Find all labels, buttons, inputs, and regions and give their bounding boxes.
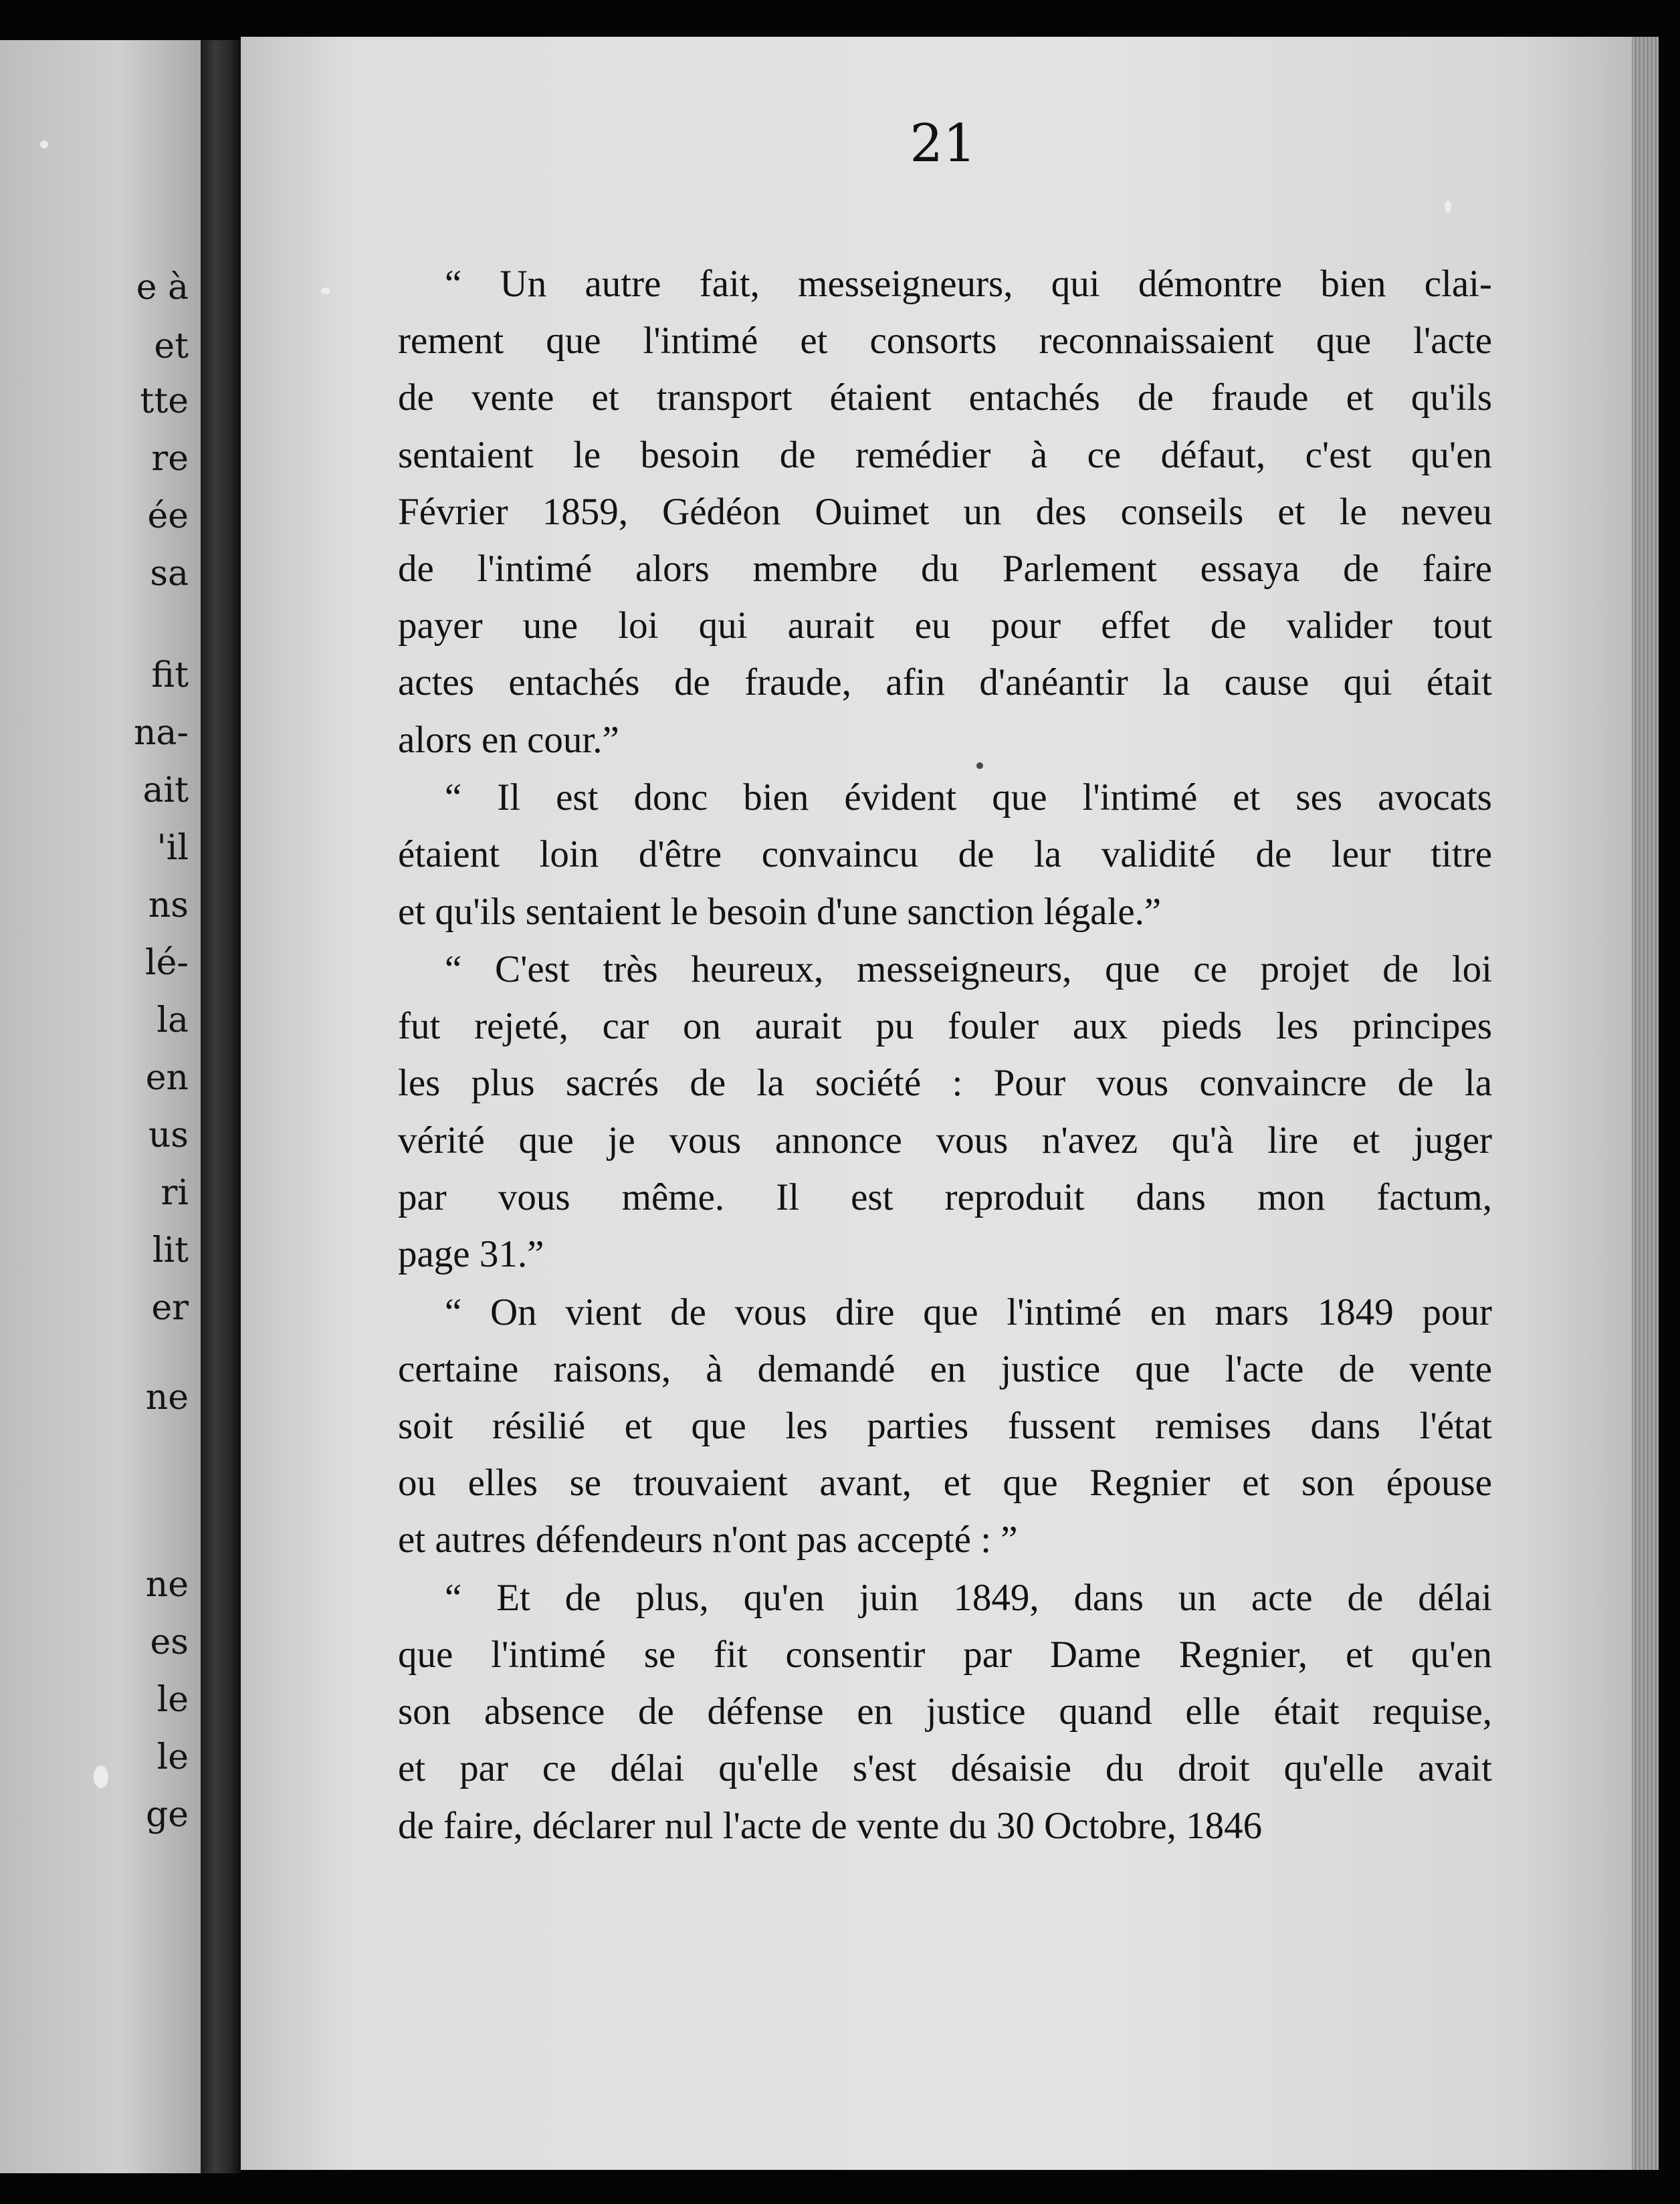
facing-page-fragment-text: na-: [133, 713, 189, 753]
text-line: et par ce délai qu'elle s'est désaisie du droit qu'elle avait: [398, 1747, 1492, 1790]
facing-page-fragment-text: us: [148, 1115, 189, 1155]
text-line: que l'intimé se fit consentir par Dame Regnier, et qu'en: [398, 1634, 1492, 1676]
text-line: rement que l'intimé et consorts reconnaissaient que l'acte: [398, 320, 1492, 362]
paragraph: [398, 1284, 1492, 1569]
text-line: Février 1859, Gédéon Ouimet un des conseils et le neveu: [398, 490, 1492, 533]
facing-page-fragment-text: la: [156, 1000, 189, 1040]
facing-page-fragment-text: ns: [148, 885, 189, 925]
text-line: “ Et de plus, qu'en juin 1849, dans un acte de délai: [445, 1576, 1492, 1619]
text-line: étaient loin d'être convaincu de la validité de leur titre: [398, 833, 1492, 876]
facing-page-fragment-text: le: [156, 1737, 189, 1777]
paragraph: [398, 941, 1492, 1283]
book-gutter: [201, 40, 241, 2173]
facing-page-fragment-text: ait: [142, 770, 189, 810]
text-line: par vous même. Il est reproduit dans mon factum,: [398, 1176, 1492, 1218]
facing-page-fragment-text: ne: [145, 1378, 189, 1418]
scan-speck: [321, 288, 330, 294]
text-line: “ On vient de vous dire que l'intimé en mars 1849 pour: [445, 1291, 1492, 1333]
facing-page-fragment-text: et: [154, 326, 189, 366]
page-body-text: [398, 255, 1492, 1855]
text-line: de faire, déclarer nul l'acte de vente du 30 Octobre, 1846: [398, 1804, 1263, 1847]
text-line: et qu'ils sentaient le besoin d'une sanction légale.”: [398, 890, 1162, 933]
text-line: vérité que je vous annonce vous n'avez qu'à lire et juger: [398, 1119, 1492, 1162]
text-line: de l'intimé alors membre du Parlement essaya de faire: [398, 548, 1492, 590]
text-line: sentaient le besoin de remédier à ce défaut, c'est qu'en: [398, 433, 1492, 476]
facing-page-fragment-text: ri: [161, 1173, 189, 1213]
facing-page-fragment-text: re: [151, 439, 189, 479]
facing-page-fragment-text: le: [156, 1680, 189, 1720]
facing-page-fragment-text: fit: [151, 655, 189, 695]
facing-page-fragment-text: sa: [150, 554, 189, 594]
text-line: page 31.”: [398, 1233, 544, 1276]
facing-page-fragment-text: en: [145, 1058, 189, 1098]
text-line: de vente et transport étaient entachés de fraude et qu'ils: [398, 376, 1492, 419]
text-line: certaine raisons, à demandé en justice que l'acte de vente: [398, 1347, 1492, 1390]
text-line: alors en cour.”: [398, 718, 619, 761]
text-line: soit résilié et que les parties fussent remises dans l'état: [398, 1404, 1492, 1447]
page-number: 21: [910, 114, 976, 174]
paragraph: [398, 769, 1492, 940]
text-line: et autres défendeurs n'ont pas accepté : ”: [398, 1519, 1018, 1561]
facing-page-fragment-text: 'il: [156, 828, 189, 868]
facing-page-fragment-text: es: [150, 1622, 189, 1662]
facing-page-fragment-text: ge: [145, 1795, 189, 1835]
page-edges: [1632, 37, 1659, 2170]
facing-page-fragment-text: ne: [145, 1565, 189, 1605]
text-line: “ C'est très heureux, messeigneurs, que ce projet de loi: [445, 948, 1492, 991]
facing-page-fragment: [0, 40, 201, 2173]
text-line: son absence de défense en justice quand elle était requise,: [398, 1690, 1492, 1733]
text-line: les plus sacrés de la société : Pour vous convaincre de la: [398, 1062, 1492, 1105]
text-line: fut rejeté, car on aurait pu fouler aux pieds les principes: [398, 1005, 1492, 1048]
text-line: “ Il est donc bien évident que l'intimé et ses avocats: [445, 776, 1492, 819]
scan-speck: [1445, 201, 1451, 213]
scan-speck: [94, 1765, 108, 1788]
paragraph: [398, 1569, 1492, 1854]
text-line: actes entachés de fraude, afin d'anéantir la cause qui était: [398, 661, 1492, 704]
text-line: “ Un autre fait, messeigneurs, qui démontre bien clai-: [445, 263, 1492, 305]
facing-page-fragment-text: er: [151, 1288, 189, 1328]
scan-speck: [976, 762, 983, 769]
text-line: ou elles se trouvaient avant, et que Regnier et son épouse: [398, 1462, 1492, 1505]
facing-page-fragment-text: e à: [136, 267, 189, 308]
facing-page-fragment-text: lé-: [145, 943, 189, 983]
paragraph: [398, 255, 1492, 768]
scan-speck: [40, 140, 48, 148]
facing-page-fragment-text: ée: [147, 496, 189, 536]
facing-page-fragment-text: tte: [140, 381, 189, 421]
text-line: payer une loi qui aurait eu pour effet de valider tout: [398, 604, 1492, 647]
facing-page-fragment-text: lit: [152, 1230, 189, 1271]
